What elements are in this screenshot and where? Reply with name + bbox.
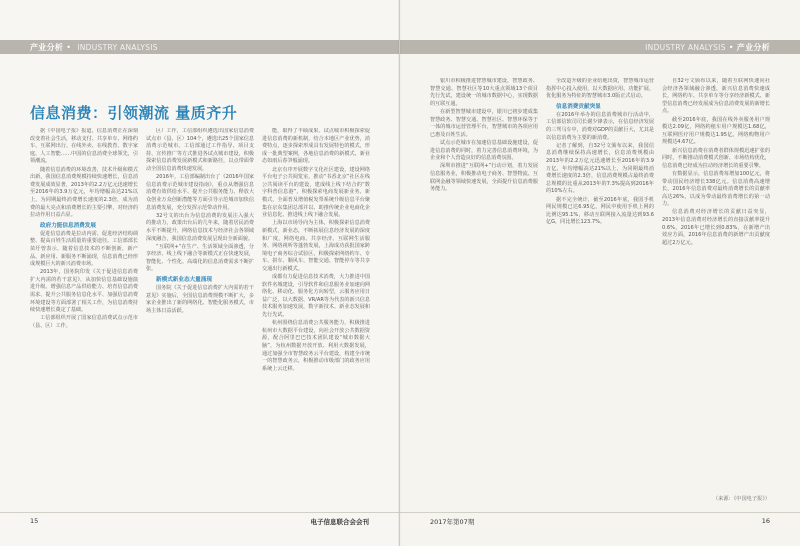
paragraph: 成都有力促进信息技术消费，大力推进中国软件名城建设，引导软件和信息服务业加速向网络化、移动化、服务化方向转型，云服务应用日益广泛，以大数据、VR/AR等为代表的新兴信息技术服务加速发展，数字新技术、新业态发展和先行先试。 <box>262 274 370 319</box>
section-title-en: INDUSTRY ANALYSIS <box>645 42 726 52</box>
paragraph: 促进信息消费是拉动内需、促进经济结构调整、提高百姓生活质量的重要途径。工信部部长苗圩曾表示，随着信息技术的不断创新，新产品、新应用、新服务不断涌现，信息消费已经形成规模巨大的新兴消费市场。 <box>30 230 138 268</box>
paragraph: 在2016年举办的信息消费城市行活动中，工信部信软司司长谢少锋表示，在信息经济发展的三驾马车中，消费对GDP的贡献巨大，尤其是以信息消费为主要的新消费。 <box>546 111 654 141</box>
paragraph: 杭州围绕信息消费公共服务能力，积极推进杭州市大数据平台建设，向社会开放公共数据资源，配合阿里巴巴技术团队建设“城市数据大脑”，为杭州数据开放开放、利用大数据发展，通过加强全市智慧政务云平台建设，构建全市统一的智慧政务云，积极推动市级部门的政务应用系统上云迁移。 <box>262 320 370 372</box>
page-number-right: 16 <box>761 517 770 525</box>
paragraph: 工信部组织开展了国家信息消费试点示范市（县、区）工作。 <box>30 315 138 330</box>
paragraph: “互联网+”在生产、生活领域全面渗透，分享经济、线上线下融合等新模式正在快速发展，智能化、个性化、高端化的信息消费需求不断扩张。 <box>146 243 254 273</box>
paragraph: 全改造升级的企业给地出资，智慧城市运营指挥中心投入使用，以大数据应用、功能扩展、优化服务为特征的智慧城市3.0版正式启动。 <box>546 78 654 100</box>
paragraph: 2013年，国务院印发《关于促进信息消费扩大内需的若干意见》，从加快信息基础设施演进升级、增强信息产品供给能力、培育信息消费需求、提升公共服务信息化水平、加强信息消费环境建设等方面部署了相关工作，为信息消费持续快速增长奠定了基础。 <box>30 269 138 314</box>
spine-shadow <box>398 0 402 546</box>
paragraph: 信息消费对经济增长的贡献日益突显，2013年信息消费对经济增长的直接贡献率提升0.6%，2016年已增长到0.83%，在新增产出效应方面，2016年信息消费的新增产出贡献度超过2万亿元。 <box>662 209 770 246</box>
paragraph: 32号文的出台为信息消费的发展注入强大的推动力，政策出台后的几年来，随着居民消费水平不断提升，网络信息技术与经济社会各领域深度融合，我国信息消费发展呈现出全新面貌。 <box>146 212 254 242</box>
section-title-cn: 产业分析 <box>736 42 770 52</box>
paragraph: 区）工作，工信部组织遴选出国家信息消费试点市（县、区）104个，遴选出25个国家信息消费示范城市。工信部通过工作指导、项目支持、宣传推广等方式推进各试点城市建设，积极探索信息消费发展新模式和新路径，以点带面带动全国信息消费快速发展。 <box>146 128 254 172</box>
paragraph: 试点示范城市在加速信息基础设施建设，促进信息消费的同时，着力完善信息消费环境，为企业和个人营造良好的信息消费氛围。 <box>430 139 538 162</box>
right-column-1 <box>430 78 538 490</box>
article-title: 信息消费：引领潮流 量质齐升 <box>30 104 238 122</box>
paragraph: 记者了解到，自32号文颁布以来，我国信息消费继续保持高速增长，信息消费规模由2013年的2.2万亿元迅速增长至2016年的3.9万亿，年均增幅高达21%以上，为同期最终消费增长速度的2.3倍，信息消费规模占最终消费总规模的比重从2013年的7.3%提高到2016年的10%左右。 <box>546 142 654 195</box>
section-title-cn: 产业分析 <box>30 42 64 52</box>
footer-rule <box>0 512 400 513</box>
paragraph: 随着信息消费的环境改善，技术升级和模式出新，我国信息消费规模持续快速增长，信息消费发展成效显著，2013年的2.2万亿元迅速增长至2016年的3.9万亿元，年均增幅高达21%以上，为同期最终消费增长速度的2.3倍，成为消费的最大亮点和消费增长的主要引擎，对经济的拉动作用日益凸显。 <box>30 166 138 219</box>
magazine-name: 电子信息联合会会刊 <box>310 518 369 526</box>
right-column-3 <box>662 78 770 490</box>
header-dot: • <box>66 42 72 52</box>
subheading: 信息消费贡献突显 <box>556 103 601 110</box>
right-section-header <box>400 40 800 54</box>
section-title-en: INDUSTRY ANALYSIS <box>77 42 158 52</box>
paragraph: 银川市积极推进智慧城市建设，智慧政务、智慧交通、智慧社区等10大重点领域13个项目先行先试，建设统一的城市数据中心，实现数据的互联互通。 <box>430 78 538 107</box>
paragraph: 能，取得了丰硕成果。试点城市积极探索促进信息消费的新机制，结合本地区产业优势，消费特点，逐步探索形成具有发展特色的模式，形成一批典型案例，各地信息消费的新模式、新业态如雨后春笋般涌现。 <box>262 128 370 165</box>
subheading: 新模式新业态大量涌现 <box>156 277 212 284</box>
paragraph: 截至2016年底，我国在线外卖服务用户规模达2.09亿，网络约租车用户规模达1.68亿，互联网医疗用户规模达1.95亿，网络购物用户规模达4.67亿。 <box>662 116 770 146</box>
left-column-2 <box>146 128 254 488</box>
paragraph: 自32号文颁布以来，随着互联网快速向社会经济各领域融合渗透，新兴信息消费快速成长，网络约车、共享单车等分享经济新模式、新型信息消费已经发展成为信息消费发展的新增长点。 <box>662 78 770 115</box>
left-column-1 <box>30 128 138 488</box>
paragraph: 据《中国电子报》报道，信息消费正在深刻改变着社会生活，移动支付、共享单车、网络约车、互联网出行、在线外卖、在线教育、数字家庭、人工智能……中国的信息消费全球领先，引领潮流。 <box>30 128 138 165</box>
left-column-3 <box>262 128 370 488</box>
paragraph: 据不完全统计，截至2016年底，我国手机网民规模已达6.95亿，网民中使用手机上网的比例达95.1%，移动互联网接入流量达到93.6亿G，同比增长123.7%。 <box>546 196 654 226</box>
paragraph: 北京有序开展数字文化社区建设，建设网络平台电子公共阅览室，推动“书香北京”社区在线公共阅读平台的建设，建成线上线下结合的“数字科普信息港”，积极探索电商发展新业务、新模式，全面普及增值税发票系统升级信息平台聚集在京东集团总部并以、助推传统企业电商化企业信息化、推进线上线下融合发展。 <box>262 166 370 219</box>
paragraph: 2016年，工信部编制出台了《2016年国家信息消费示范城市建设指南》，重点从增强信息消费有效供给水平、提升公共服务能力、释放大众创业万众创新潜能等方面引导示范城市加快信息消费发展，充分发挥示范带动作用。 <box>146 174 254 211</box>
article-source: （来源：《中国电子报》） <box>712 496 770 502</box>
footer-rule <box>400 512 800 513</box>
paragraph: 有数据显示，信息消费每增加100亿元，将带动国民经济增长338亿元。信息消费高速增长，2016年信息消费对最终消费增长的贡献率高达26%，以成为带动最终消费增长的第一动力。 <box>662 170 770 208</box>
paragraph: 深圳市推进“互联网+”行动计划，着力发展信息服务业，积极推动电子商务、智慧物流、互联网金融等领域快速发展，全面提升信息消费服务能力。 <box>430 163 538 193</box>
paragraph: 国务院《关于促进信息消费扩大内需的若干意见》实施后，全国信息消费规模不断扩大，多家企业推出了新的网络化、智能化服务模式，市场主体日益活跃。 <box>146 285 254 314</box>
paragraph: 在新型智慧城市建设中，银川已初步建成集智慧政务、智慧交通、智慧社区、智慧环保等于一体的城市运营管理平台，智慧城市的各项应用已惠及百姓生活。 <box>430 108 538 138</box>
left-section-header <box>0 40 400 54</box>
issue-label: 2017年第07期 <box>430 518 475 526</box>
paragraph: 新兴信息消费在消费者群体规模迅速扩张的同时，不断推动消费模式创新、市场结构优化，信息消费已经成为拉动经济增长的重要引擎。 <box>662 147 770 169</box>
right-page <box>400 0 800 546</box>
subheading: 政府力挺信息消费发展 <box>40 222 96 229</box>
paragraph: 上海以市场导向为主体，积极探索信息消费新模式，新业态，不断拓展信息经济发展的深度和广度，网络电商、共享经济、互联网生活服务、网络视听等蓬勃发展，上海成功获批国家跨境电子商务综合试验区，积极探索网络约车、专车、拼车、顺风车、智能交通、智能停车等共享交通出行新模式。 <box>262 220 370 272</box>
header-dot: • <box>728 42 734 52</box>
page-number-left: 15 <box>30 517 39 525</box>
right-column-2 <box>546 78 654 490</box>
